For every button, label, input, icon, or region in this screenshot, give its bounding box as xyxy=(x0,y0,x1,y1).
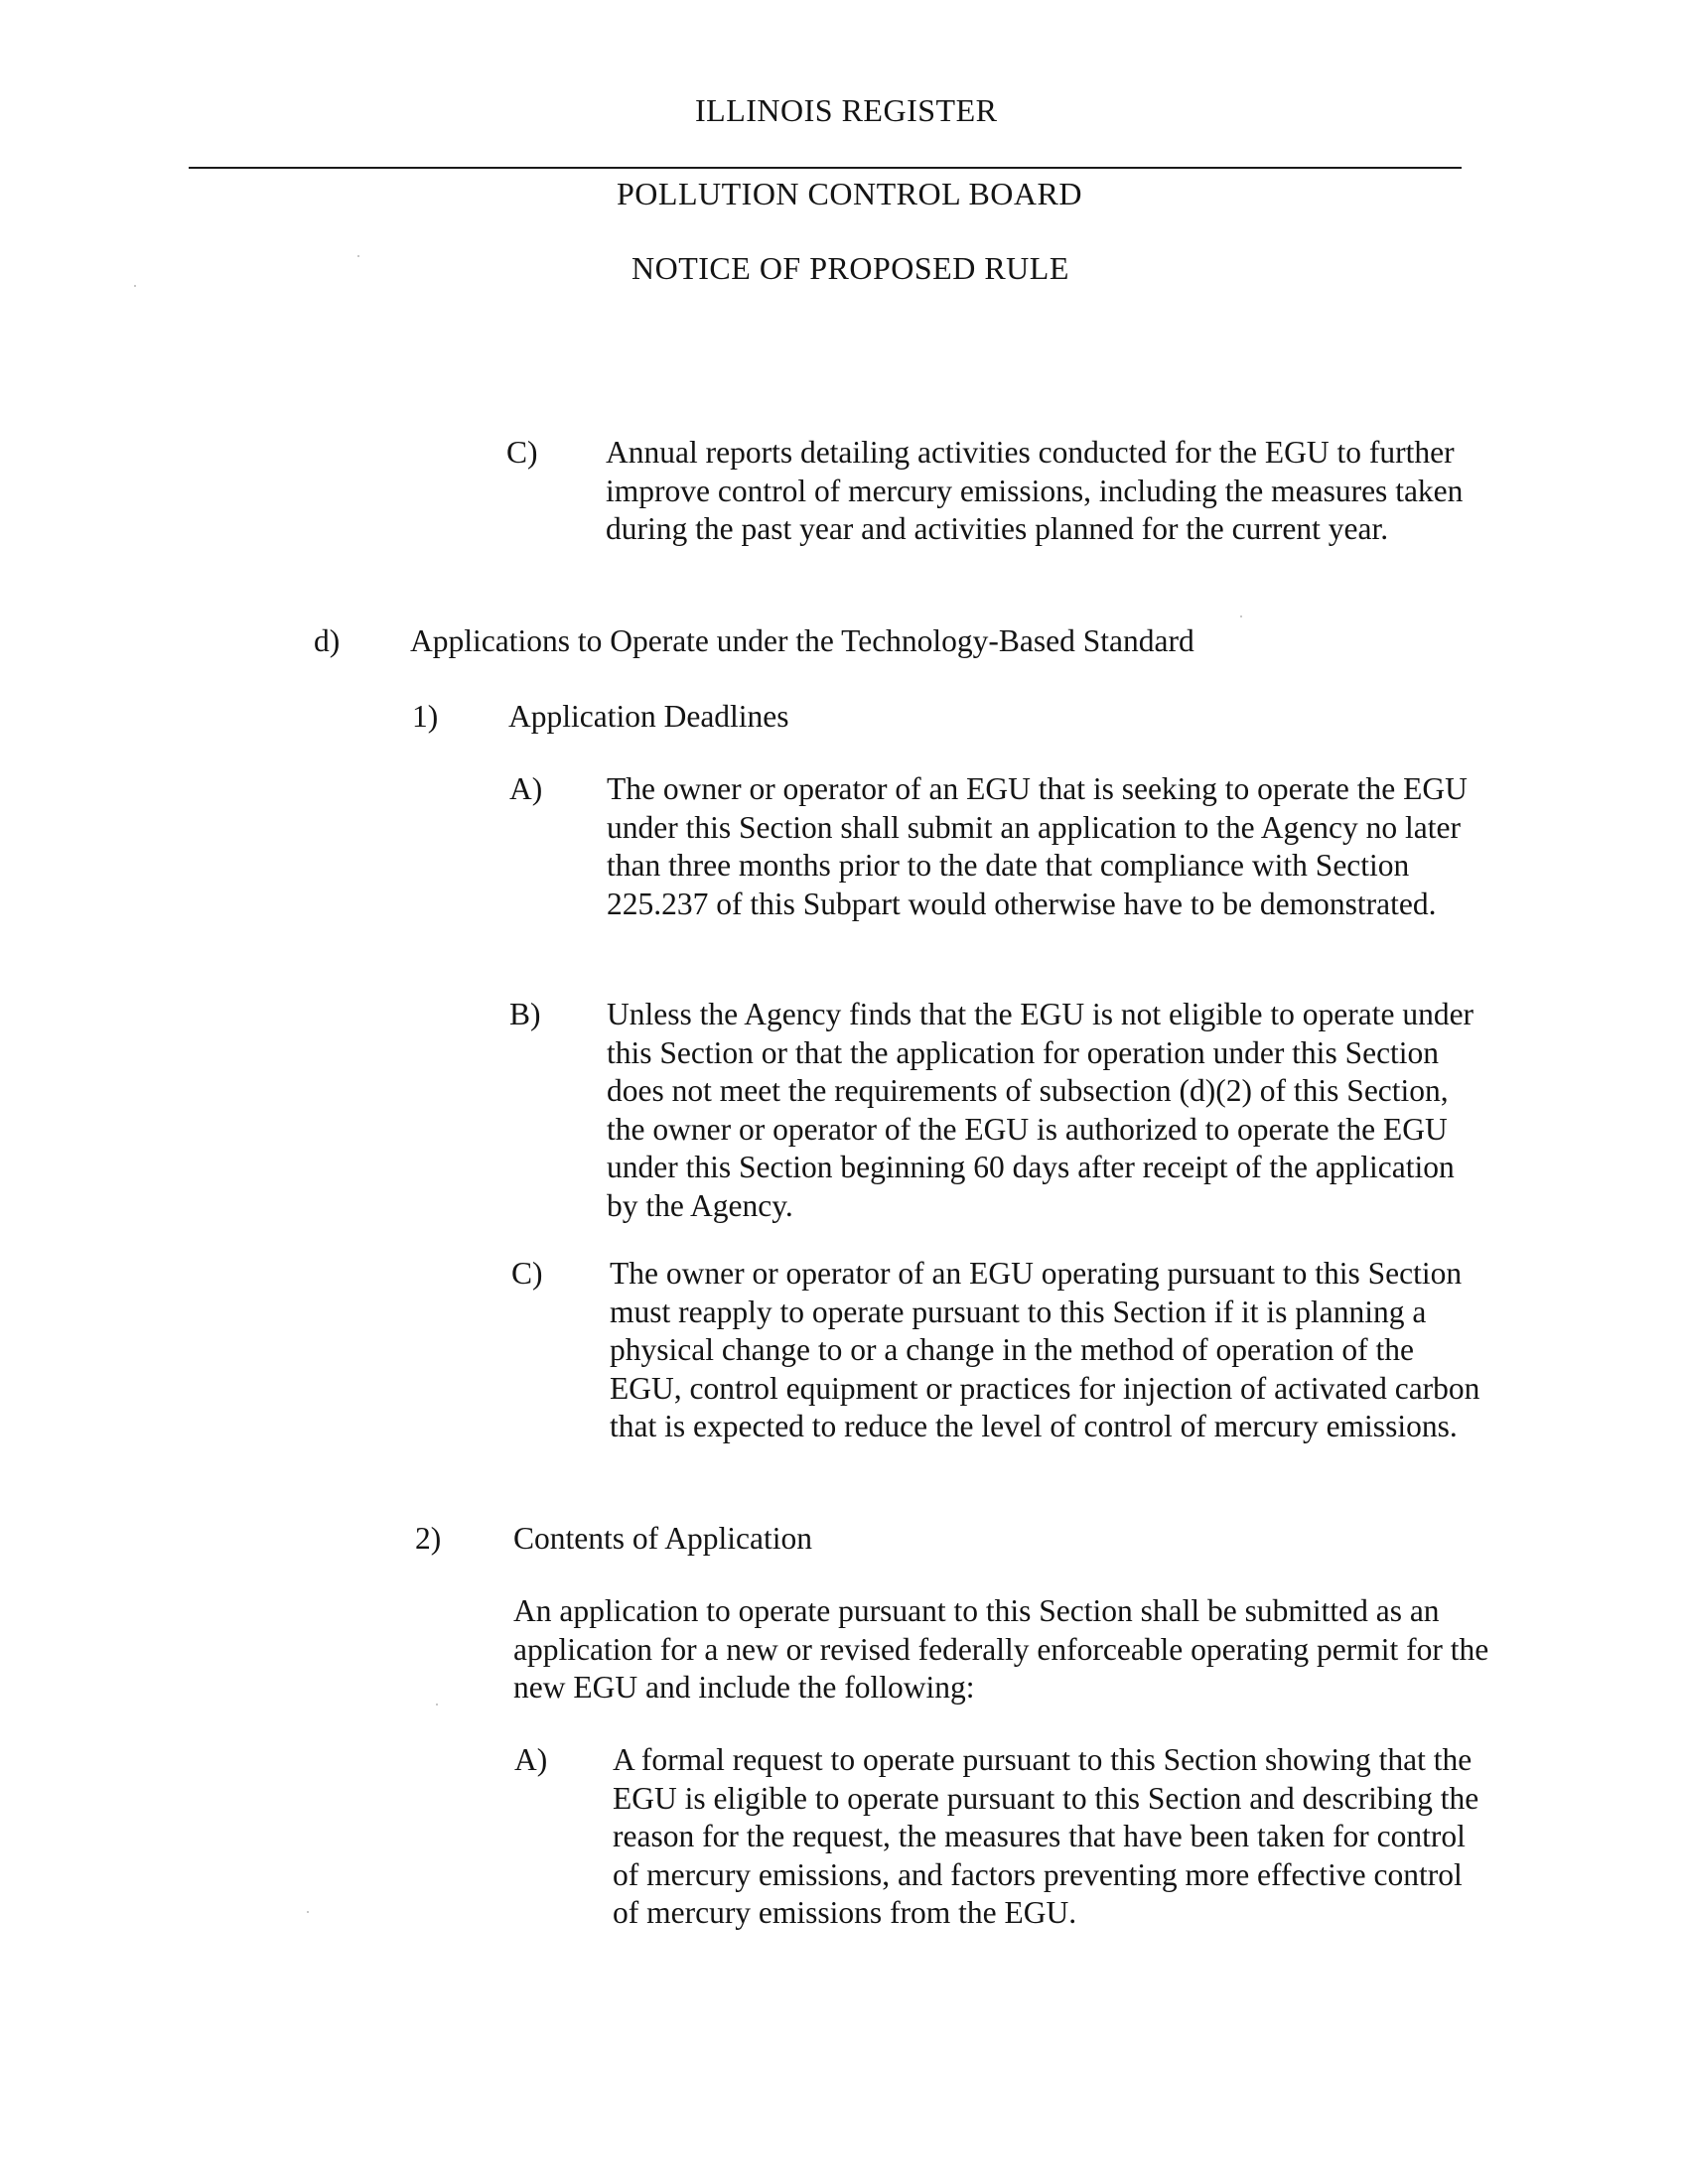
scan-speck xyxy=(357,255,359,257)
sub-1-item-a-text: The owner or operator of an EGU that is seeking to operate the EGU under this Section shall submit an application to the Agency no later than three months prior to the date that compliance with Section 225.237 of this Subpart would otherwise have to be demonstrated. xyxy=(607,771,1468,921)
scan-speck xyxy=(1240,615,1242,617)
sub-1-title: Application Deadlines xyxy=(508,699,789,734)
sub-2-item-a-text: A formal request to operate pursuant to this Section showing that the EGU is eligible to operate pursuant to this Section and describing the reason for the request, the measures that have been taken for control of mercury emissions, and factors preventing more effective control of mercury emissions from the EGU. xyxy=(613,1742,1479,1930)
notice-title: NOTICE OF PROPOSED RULE xyxy=(632,250,1069,286)
scan-speck xyxy=(134,285,136,287)
sub-2-label: 2) xyxy=(415,1521,442,1556)
item-c-top-text: Annual reports detailing activities conducted for the EGU to further improve control of mercury emissions, including the measures taken during the past year and activities planned for the current year. xyxy=(606,435,1464,546)
item-c-top-label: C) xyxy=(506,435,538,470)
sub-1-item-b-text: Unless the Agency finds that the EGU is not eligible to operate under this Section or that the application for operation under this Section does not meet the requirements of subsection (d)(2) of this Section, the owner or operator of the EGU is authorized to operate the EGU under this Section beginning 60 days after receipt of the application by the Agency. xyxy=(607,997,1474,1223)
sub-2-intro: An application to operate pursuant to this Section shall be submitted as an application for a new or revised federally enforceable operating permit for the new EGU and include the following: xyxy=(513,1593,1489,1705)
board-title: POLLUTION CONTROL BOARD xyxy=(617,176,1082,211)
scan-speck xyxy=(307,1911,309,1913)
sub-1-item-c-text: The owner or operator of an EGU operating pursuant to this Section must reapply to operate pursuant to this Section if it is planning a physical change to or a change in the method of operation of the EGU, control equipment or practices for injection of activated carbon that is expected to reduce the level of control of mercury emissions. xyxy=(610,1256,1480,1443)
sub-1-label: 1) xyxy=(412,699,439,734)
scan-speck xyxy=(436,1704,438,1706)
sub-1-item-c-label: C) xyxy=(511,1256,543,1291)
section-d-label: d) xyxy=(314,623,341,658)
header-rule xyxy=(189,167,1462,169)
sub-1-item-b-label: B) xyxy=(509,997,541,1031)
sub-1-item-a-label: A) xyxy=(509,771,543,806)
section-d-title: Applications to Operate under the Technology-Based Standard xyxy=(410,623,1194,658)
sub-2-title: Contents of Application xyxy=(513,1521,812,1556)
register-title: ILLINOIS REGISTER xyxy=(695,92,998,128)
sub-2-item-a-label: A) xyxy=(514,1742,548,1777)
